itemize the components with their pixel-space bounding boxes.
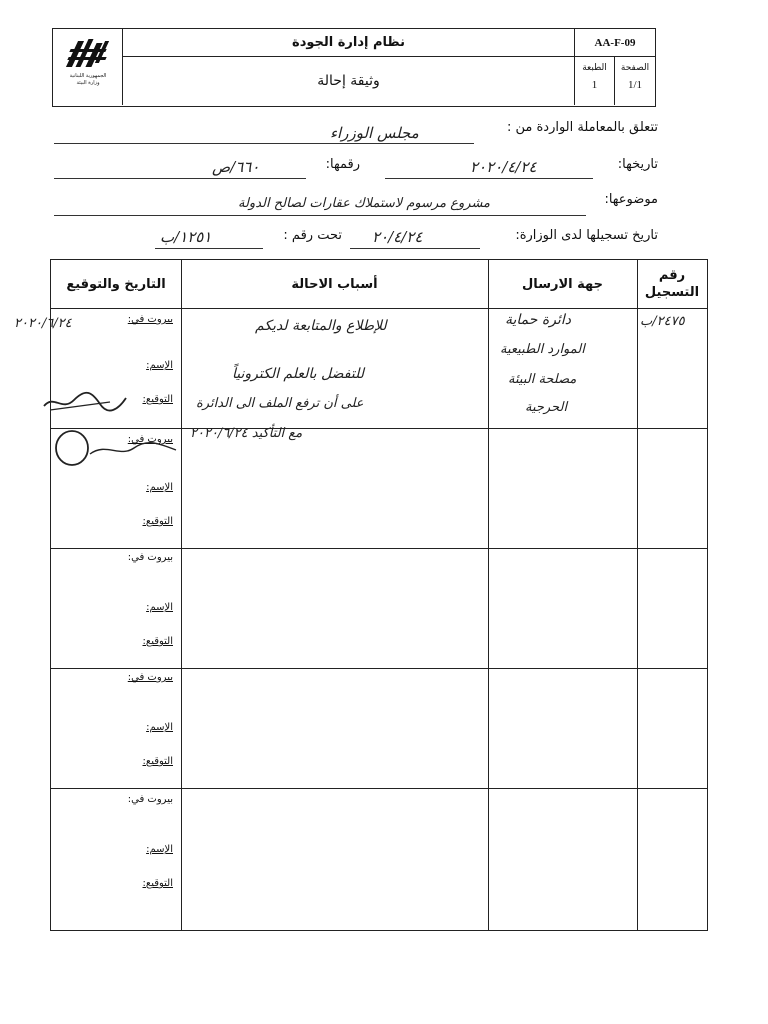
table-row — [51, 668, 181, 788]
row1-reason-line3: على أن ترفع الملف الى الدائرة — [196, 396, 364, 411]
print-value: 1 — [591, 79, 598, 91]
page-label: الصفحة — [620, 63, 650, 73]
system-title: نظام إدارة الجودة — [123, 29, 574, 57]
date-line — [385, 178, 593, 179]
date-value: ٢٠٢٠/٤/٢٤ — [470, 158, 537, 176]
logo-cell — [53, 29, 123, 105]
subject-label: موضوعها: — [604, 192, 658, 207]
form-code: AA-F-09 — [575, 29, 655, 57]
row1-sender-line1: دائرة حماية — [505, 312, 571, 328]
form-header — [52, 28, 656, 107]
row-label-beirut: بيروت في: — [127, 672, 173, 683]
row-label-beirut: بيروت في: — [127, 794, 173, 805]
row1-sender-line4: الحرجية — [525, 400, 568, 415]
under-number-line — [155, 248, 263, 249]
from-line — [54, 143, 474, 144]
number-line — [54, 178, 306, 179]
col-header-date-signature: التاريخ والتوقيع — [66, 276, 166, 292]
row-label-signature: التوقيع: — [142, 636, 173, 647]
print-label: الطبعة — [582, 63, 607, 73]
row-label-signature: التوقيع: — [142, 878, 173, 889]
registration-date-value: ٢٠/٤/٢٤ — [372, 228, 423, 246]
row-label-name: الإسم: — [146, 482, 173, 493]
row1-reg-no: ٢٤٧٥/ب — [640, 314, 685, 329]
row-label-signature: التوقيع: — [142, 394, 173, 405]
row-label-name: الإسم: — [146, 360, 173, 371]
page-number-cell — [615, 57, 655, 105]
row1-sender-line2: الموارد الطبيعية — [500, 342, 585, 357]
row-label-name: الإسم: — [146, 844, 173, 855]
under-number-value: ١٢٥١/ب — [160, 228, 212, 246]
registration-date-line — [350, 248, 480, 249]
under-number-label: تحت رقم : — [283, 228, 342, 243]
logo-text-line2: وزارة البيئة — [76, 80, 100, 86]
ministry-logo-icon — [66, 39, 110, 69]
number-value: ٦٦٠/ص — [212, 158, 260, 176]
document-title: وثيقة إحالة — [317, 73, 380, 89]
row-label-signature: التوقيع: — [142, 756, 173, 767]
subject-value: مشروع مرسوم لاستملاك عقارات لصالح الدولة — [238, 196, 491, 211]
col-header-reg-no: رقم التسجيل — [644, 268, 700, 300]
date-label: تاريخها: — [617, 157, 658, 172]
subject-line — [54, 215, 586, 216]
row1-sender-line3: مصلحة البيئة — [508, 372, 577, 387]
row1-reason-line1: للإطلاع والمتابعة لديكم — [255, 318, 387, 334]
row-label-beirut: بيروت في: — [127, 434, 173, 445]
row2-signature-scribble — [50, 428, 180, 468]
row1-signature-scribble — [40, 388, 130, 418]
row-label-signature: التوقيع: — [142, 516, 173, 527]
print-edition-cell — [575, 57, 615, 105]
table-row — [51, 548, 181, 668]
number-label: رقمها: — [325, 157, 360, 172]
row1-date: ٢٠٢٠/٦/٢٤ — [14, 316, 72, 331]
ministry-logo — [61, 39, 115, 95]
registration-date-label: تاريخ تسجيلها لدى الوزارة: — [515, 228, 658, 243]
page-value: 1/1 — [627, 79, 643, 91]
row-label-beirut: بيروت في: — [127, 314, 173, 325]
row1-reason-line4: مع التأكيد ٢٠٢٠/٦/٢٤ — [190, 426, 303, 441]
title-cell — [123, 29, 575, 105]
row-label-beirut: بيروت في: — [127, 552, 173, 563]
referral-table — [50, 259, 708, 931]
row-label-name: الإسم: — [146, 722, 173, 733]
table-row — [51, 788, 181, 930]
from-value: مجلس الوزراء — [330, 124, 419, 142]
from-label: تتعلق بالمعاملة الواردة من : — [506, 120, 658, 135]
row1-reason-line2: للتفضل بالعلم الكترونياً — [232, 366, 364, 382]
logo-text-line1: الجمهورية اللبنانية — [69, 73, 107, 79]
col-header-sender: جهة الارسال — [522, 276, 603, 292]
row-label-name: الإسم: — [146, 602, 173, 613]
col-header-reasons: أسباب الاحالة — [291, 276, 378, 292]
